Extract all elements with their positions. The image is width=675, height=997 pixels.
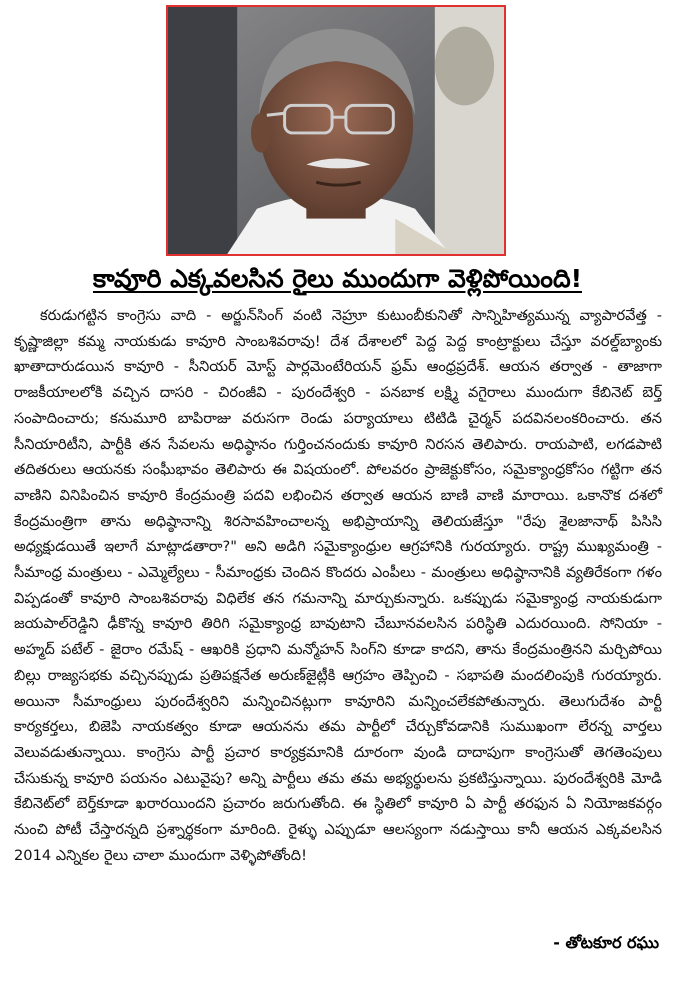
article-photo	[166, 5, 506, 256]
article-body: కరుడుగట్టిన కాంగ్రెసు వాది - అర్జున్‌సింగ్ వంటి నెహ్రూ కుటుంబీకునితో సాన్నిహిత్యమున్న వ్యాపారవేత్త - కృష్ణాజిల్లా కమ్మ నాయకుడు కావూరి సాంబశివరావు! దేశ దేశాలలో పెద్ద పెద్ద కాంట్రాక్టులు చేస్తూ వరల్డ్‌బ్యాంకు ఖాతాదారుడయిన కావూరి - సీనియర్ మోస్ట్ పార్లమెంటేరియన్ ఫ్రమ్ ఆంధ్రప్రదేశ్. ఆయన తర్వాత - తాజాగా రాజకీయాలలోకి వచ్చిన దాసరి - చిరంజీవి - పురందేశ్వరి - పనబాక లక్ష్మి వగైరాలు ముందుగా కేబినెట్ బెర్త్ సంపాదించారు; కనుమూరి బాపిరాజు వరుసగా రెండు పర్యాయాలు టిటిడి చైర్మన్ పదవినలంకరించారు. తన సీనియారిటీని, పార్టీకి తన సేవలను అధిష్ఠానం గుర్తించనందుకు కావూరి నిరసన తెలిపారు. రాయపాటి, లగడపాటి తదితరులు ఆయనకు సంఘీభావం తెలిపారు ఈ విషయంలో. పోలవరం ప్రాజెక్టుకోసం, సమైక్యాంధ్రకోసం గట్టిగా తన వాణిని వినిపించిన కావూరి కేంద్రమంత్రి పదవి లభించిన తర్వాత ఆయన బాణి వాణి మారాయి. ఒకానొక దశలో కేంద్రమంత్రిగా తాను అధిష్ఠానాన్ని శిరసావహించాలన్న అభిప్రాయాన్ని తెలియజేస్తూ "రేపు శైలజానాథ్ పిసిసి అధ్యక్షుడయితే ఇలాగే మాట్లాడతారా?" అని అడిగి సమైక్యాంధ్రుల ఆగ్రహానికి గురయ్యారు. రాష్ట్ర ముఖ్యమంత్రి - సీమాంధ్ర మంత్రులు - ఎమ్మెల్యేలు - సీమాంధ్రకు చెందిన కొందరు ఎంపీలు - మంత్రులు అధిష్ఠానానికి వ్యతిరేకంగా గళం విప్పడంతో కావూరి సాంబశివరావు విధిలేక తన గమనాన్ని మార్చుకున్నారు. ఒకప్పుడు సమైక్యాంధ్ర నాయకుడుగా జయపాల్‌రెడ్డిని ఢీకొన్న కావూరి తిరిగి సమైక్యాంధ్ర బావుటాని చేబూనవలసిన పరిస్థితి ఎదురయింది. సోనియా - అహ్మద్ పటేల్ - జైరాం రమేష్ - ఆఖరికి ప్రధాని మన్మోహన్ సింగ్‌ని కూడా కాదని, తాను కేంద్రమంత్రినని మర్చిపోయి బిల్లు రాజ్యసభకు వచ్చినప్పుడు ప్రతిపక్షనేత అరుణ్‌జైట్లీకి ఆగ్రహం తెప్పించి - సభాపతి మందలింపుకి గురయ్యారు. అయినా సీమాంధ్రులు పురందేశ్వరిని మన్నించినట్లుగా కావూరిని మన్నించలేకపోతున్నారు. తెలుగుదేశం పార్టీ కార్యకర్తలు, బిజెపి నాయకత్వం కూడా ఆయనను తమ పార్టీలో చేర్చుకోవడానికి సుముఖంగా లేరన్న వార్తలు వెలువడుతున్నాయి. కాంగ్రెసు పార్టీ ప్రచార కార్యక్రమానికి దూరంగా వుండి దాదాపుగా కాంగ్రెసుతో తెగతెంపులు చేసుకున్న కావూరి పయనం ఎటువైపు? అన్ని పార్టీలు తమ తమ అభ్యర్థులను ప్రకటిస్తున్నాయి. పురందేశ్వరికి మోడి కేబినెట్‌లో బెర్త్‌కూడా ఖరారయిందని ప్రచారం జరుగుతోంది. ఈ స్థితిలో కావూరి ఏ పార్టీ తరఫున ఏ నియోజకవర్గం నుంచి పోటీ చేస్తారన్నది ప్రశ్నార్థకంగా మారింది. రైళ్ళు ఎప్పుడూ ఆలస్యంగా నడుస్తాయి కానీ ఆయన ఎక్కవలసిన 2014 ఎన్నికల రైలు చాలా ముందుగా వెళ్ళిపోతోంది!	[14, 307, 662, 864]
article-headline: కావూరి ఎక్కవలసిన రైలు ముందుగా వెళ్లిపోయింది!	[92, 264, 583, 293]
article-byline: - తోటకూర రఘు	[553, 933, 659, 952]
